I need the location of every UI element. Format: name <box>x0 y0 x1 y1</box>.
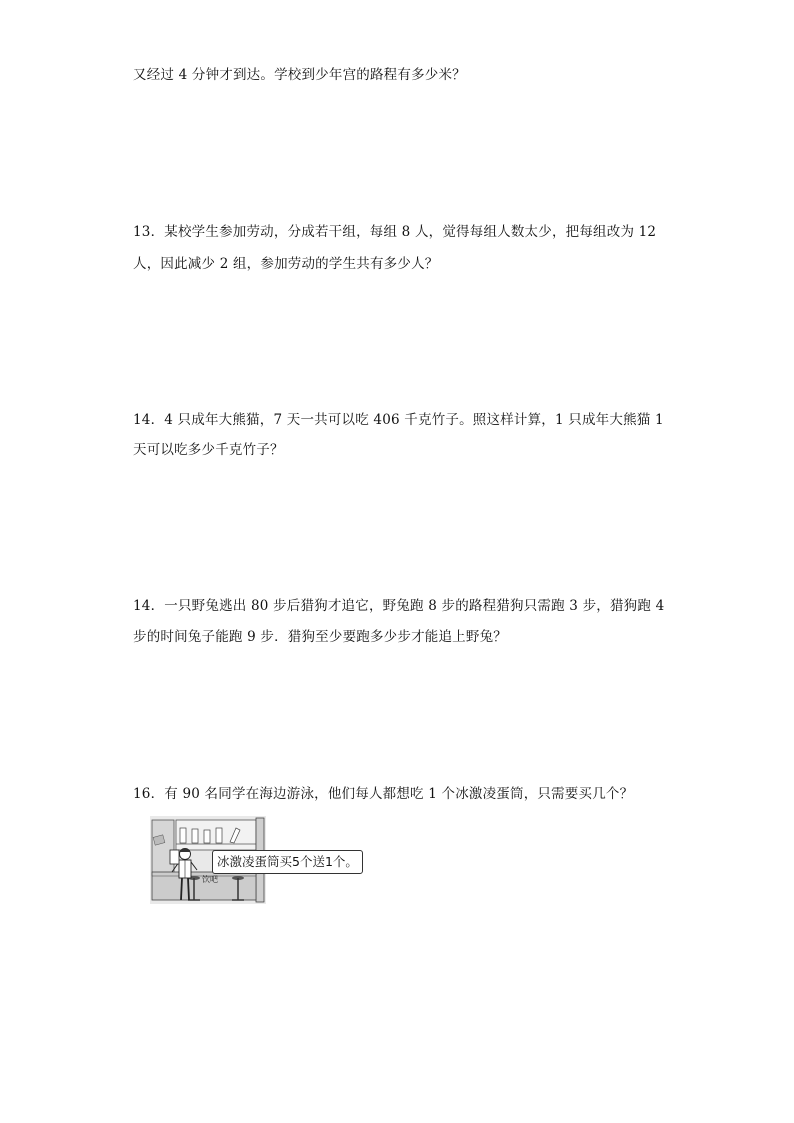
problem-text-line: 又经过 4 分钟才到达。学校到少年宫的路程有多少米？ <box>133 67 466 83</box>
problem-text-line: 天可以吃多少千克竹子？ <box>133 442 284 458</box>
problem-text-line: 14．4 只成年大熊猫，7 天一共可以吃 406 千克竹子。照这样计算，1 只成年大熊猫 1 <box>133 412 664 428</box>
bar-sign: 饮吧 <box>202 875 218 884</box>
speech-bubble: 冰激凌蛋筒买5个送1个。 <box>212 850 363 874</box>
problem-text-line: 16．有 90 名同学在海边游泳，他们每人都想吃 1 个冰激凌蛋筒，只需要买几个？ <box>133 786 634 802</box>
problem-text-line: 13．某校学生参加劳动，分成若干组，每组 8 人，觉得每组人数太少，把每组改为 12 <box>133 224 657 240</box>
problem-text-line: 人，因此减少 2 组，参加劳动的学生共有多少人？ <box>133 256 439 272</box>
problem-text-line: 步的时间兔子能跑 9 步．猎狗至少要跑多少步才能追上野兔？ <box>133 629 507 645</box>
problem-text-line: 14．一只野兔逃出 80 步后猎狗才追它，野兔跑 8 步的路程猎狗只需跑 3 步，猎狗跑 4 <box>133 598 665 614</box>
